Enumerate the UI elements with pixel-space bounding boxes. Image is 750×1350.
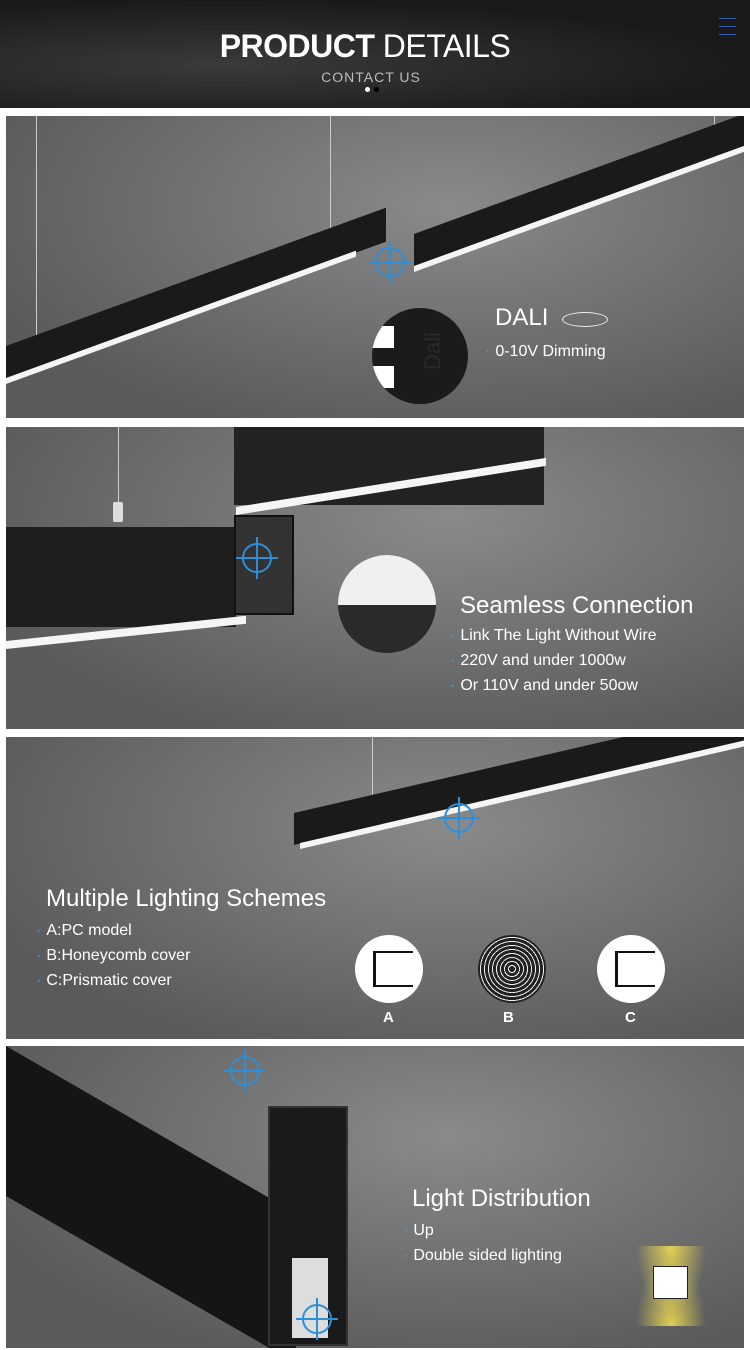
light-diffuser: [414, 146, 744, 272]
dali-detail-circle: [372, 308, 468, 404]
crosshair-icon: [230, 1056, 260, 1086]
wire-clamp: [113, 502, 123, 522]
seamless-panel: [6, 427, 744, 729]
feature-item: · Double sided lighting: [403, 1247, 562, 1265]
option-a-pc-icon[interactable]: [355, 935, 423, 1003]
carousel-dot[interactable]: [374, 87, 379, 92]
crosshair-icon: [302, 1304, 332, 1334]
option-a-label: A: [383, 1009, 394, 1026]
linear-light-body: [6, 1046, 296, 1348]
feature-item: · 220V and under 1000w: [450, 652, 626, 670]
linear-light-right: [414, 116, 744, 268]
crosshair-icon: [242, 543, 272, 573]
suspension-wire: [372, 737, 373, 795]
option-c-prismatic-icon[interactable]: [597, 935, 665, 1003]
double-sided-light-icon: [653, 1266, 688, 1299]
schemes-heading: Multiple Lighting Schemes: [46, 885, 327, 912]
page-header: [0, 0, 750, 108]
suspension-wire: [118, 427, 119, 507]
feature-item: · Link The Light Without Wire: [450, 627, 657, 645]
dali-heading: DALI: [495, 304, 549, 331]
carousel-dots: [365, 87, 379, 92]
feature-item: · B:Honeycomb cover: [36, 947, 190, 965]
lighting-schemes-panel: [6, 737, 744, 1039]
linear-light-body: [6, 527, 236, 627]
light-diffuser: [300, 739, 744, 849]
crosshair-icon: [444, 803, 474, 833]
carousel-dot-active[interactable]: [365, 87, 370, 92]
seamless-heading: Seamless Connection: [460, 592, 694, 619]
contact-us-link[interactable]: CONTACT US: [321, 69, 421, 85]
dali-panel: [6, 116, 744, 418]
option-b-honeycomb-icon[interactable]: [478, 935, 546, 1003]
title-light: DETAILS: [382, 28, 511, 64]
feature-item: · Or 110V and under 50ow: [450, 677, 638, 695]
light-diffuser: [6, 251, 356, 384]
dali-logo: [562, 312, 608, 327]
engraved-text: Dali: [419, 332, 445, 370]
feature-item: · C:Prismatic cover: [36, 972, 172, 990]
distribution-heading: Light Distribution: [412, 1185, 591, 1212]
crosshair-icon: [375, 247, 405, 277]
connection-detail-circle: [338, 555, 436, 653]
suspension-wire: [36, 116, 37, 346]
option-b-label: B: [503, 1009, 514, 1026]
feature-item: · A:PC model: [36, 922, 132, 940]
page-title: [0, 28, 730, 65]
option-c-label: C: [625, 1009, 636, 1026]
linear-light-left: [6, 208, 386, 380]
title-bold: PRODUCT: [219, 28, 375, 64]
hamburger-menu-icon[interactable]: [719, 18, 736, 35]
feature-item: · 0-10V Dimming: [485, 343, 606, 361]
feature-item: · Up: [403, 1222, 434, 1240]
light-distribution-panel: [6, 1046, 744, 1348]
